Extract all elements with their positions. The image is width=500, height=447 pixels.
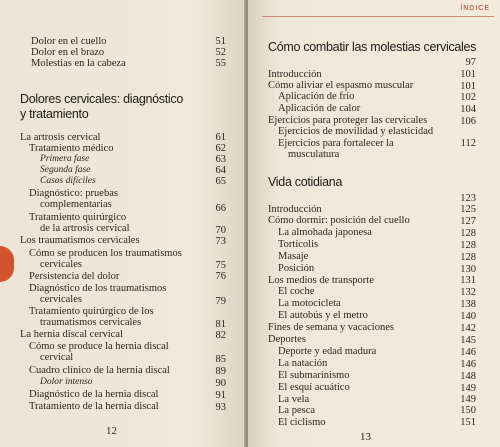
toc-page-number: 112 [460,138,476,149]
toc-page-number: 128 [460,252,476,263]
section-title: Cómo combatir las molestias cervicales [268,40,477,54]
toc-entry: Posición [278,263,315,274]
toc-entry: Dolor intenso [40,377,93,387]
toc-page-number: 61 [215,132,226,143]
toc-page-number: 104 [460,104,476,115]
toc-entry: complementarias [40,199,112,210]
toc-page-number: 51 [215,36,226,47]
toc-entry: Cómo aliviar el espasmo muscular [268,80,414,91]
toc-entry: El autobús y el metro [278,310,368,321]
toc-entry: El coche [278,286,315,297]
toc-page-number: 127 [460,216,476,227]
header-rule [262,16,494,17]
running-header: ÍNDICE [460,5,490,12]
right-page [248,0,500,447]
toc-page-number: 97 [465,57,476,68]
toc-entry: Aplicación de calor [278,103,361,114]
toc-page-number: 106 [460,116,476,127]
toc-entry: Introducción [268,69,322,80]
toc-entry: Molestias en la cabeza [31,58,126,69]
toc-page-number: 64 [215,165,226,176]
toc-page-number: 52 [215,47,226,58]
toc-page-number: 146 [460,359,476,370]
toc-page-number: 140 [460,311,476,322]
toc-entry: Fines de semana y vacaciones [268,322,394,333]
toc-entry: Dolor en el brazo [31,47,105,58]
toc-page-number: 76 [215,271,226,282]
toc-entry: Casos difíciles [40,176,96,186]
toc-page-number: 102 [460,92,476,103]
section-title: Dolores cervicales: diagnóstico [20,92,184,106]
section-title: Vida cotidiana [268,175,343,189]
toc-page-number: 101 [460,81,476,92]
toc-entry: Ejercicios para fortalecer la [278,138,394,149]
toc-entry: Tratamiento quirúrgico [29,212,127,223]
toc-entry: Tratamiento quirúrgico de los [29,306,154,317]
page-number: 12 [106,425,117,437]
toc-page-number: 148 [460,371,476,382]
toc-entry: Persistencia del dolor [29,271,120,282]
toc-page-number: 128 [460,240,476,251]
toc-entry: Diagnóstico de los traumatismos [29,283,167,294]
toc-entry: La natación [278,358,328,369]
toc-entry: Diagnóstico de la hernia discal [29,389,159,400]
toc-entry: El submarinismo [278,370,350,381]
toc-entry: La pesca [278,405,316,416]
toc-page-number: 65 [215,176,226,187]
toc-entry: Ejercicios de movilidad y elasticidad [278,126,434,137]
toc-page-number: 146 [460,347,476,358]
toc-page-number: 149 [460,383,476,394]
toc-entry: Segunda fase [40,165,91,175]
toc-entry: Los traumatismos cervicales [20,235,140,246]
toc-page-number: 91 [215,390,226,401]
left-page [0,0,246,447]
toc-page-number: 128 [460,228,476,239]
toc-page-number: 123 [460,193,476,204]
toc-entry: de la artrosis cervical [40,223,130,234]
toc-page-number: 130 [460,264,476,275]
toc-entry: Los medios de transporte [268,275,374,286]
toc-page-number: 85 [215,354,226,365]
toc-page-number: 125 [460,204,476,215]
toc-page-number: 89 [215,366,226,377]
toc-entry: traumatismos cervicales [40,317,142,328]
toc-page-number: 132 [460,287,476,298]
toc-entry: Tratamiento médico [29,143,114,154]
toc-entry: Ejercicios para proteger las cervicales [268,115,428,126]
thumb-index-tab [0,246,14,282]
toc-entry: Masaje [278,251,309,262]
toc-entry: cervical [40,352,74,363]
toc-page-number: 149 [460,394,476,405]
toc-page-number: 66 [215,203,226,214]
toc-page-number: 82 [215,330,226,341]
toc-entry: Cómo dormir: posición del cuello [268,215,410,226]
toc-entry: Primera fase [40,154,90,164]
toc-page-number: 101 [460,69,476,80]
toc-page-number: 70 [215,225,226,236]
toc-entry: cervicales [40,294,82,305]
toc-entry: Dolor en el cuello [31,36,107,47]
toc-entry: El ciclismo [278,417,326,428]
toc-page-number: 138 [460,299,476,310]
toc-page-number: 63 [215,154,226,165]
toc-entry: Introducción [268,204,322,215]
toc-entry: Cómo se producen los traumatismos [29,248,182,259]
section-title: y tratamiento [20,107,89,121]
toc-page-number: 93 [215,402,226,413]
toc-page-number: 73 [215,236,226,247]
toc-page-number: 90 [215,378,226,389]
toc-entry: Cuadro clínico de la hernia discal [29,365,170,376]
toc-page-number: 55 [215,58,226,69]
toc-page-number: 62 [215,143,226,154]
toc-entry: La vela [278,394,310,405]
toc-entry: cervicales [40,259,82,270]
toc-entry: Deportes [268,334,306,345]
toc-entry: Tortícolis [278,239,319,250]
toc-entry: Aplicación de frío [278,91,355,102]
toc-page-number: 142 [460,323,476,334]
toc-page-number: 151 [460,417,476,428]
toc-entry: La motocicleta [278,298,341,309]
toc-page-number: 81 [215,319,226,330]
toc-entry: Cómo se produce la hernia discal [29,341,169,352]
toc-page-number: 75 [215,260,226,271]
toc-page-number: 150 [460,405,476,416]
page-number: 13 [360,431,371,443]
toc-entry: La artrosis cervical [20,132,101,143]
toc-entry: La hernia discal cervical [20,329,123,340]
toc-entry: musculatura [288,149,340,160]
toc-entry: Deporte y edad madura [278,346,377,357]
toc-page-number: 131 [460,275,476,286]
toc-entry: El esquí acuático [278,382,350,393]
toc-entry: La almohada japonesa [278,227,372,238]
toc-page-number: 79 [215,296,226,307]
toc-page-number: 145 [460,335,476,346]
toc-entry: Diagnóstico: pruebas [29,188,118,199]
toc-entry: Tratamiento de la hernia discal [29,401,159,412]
